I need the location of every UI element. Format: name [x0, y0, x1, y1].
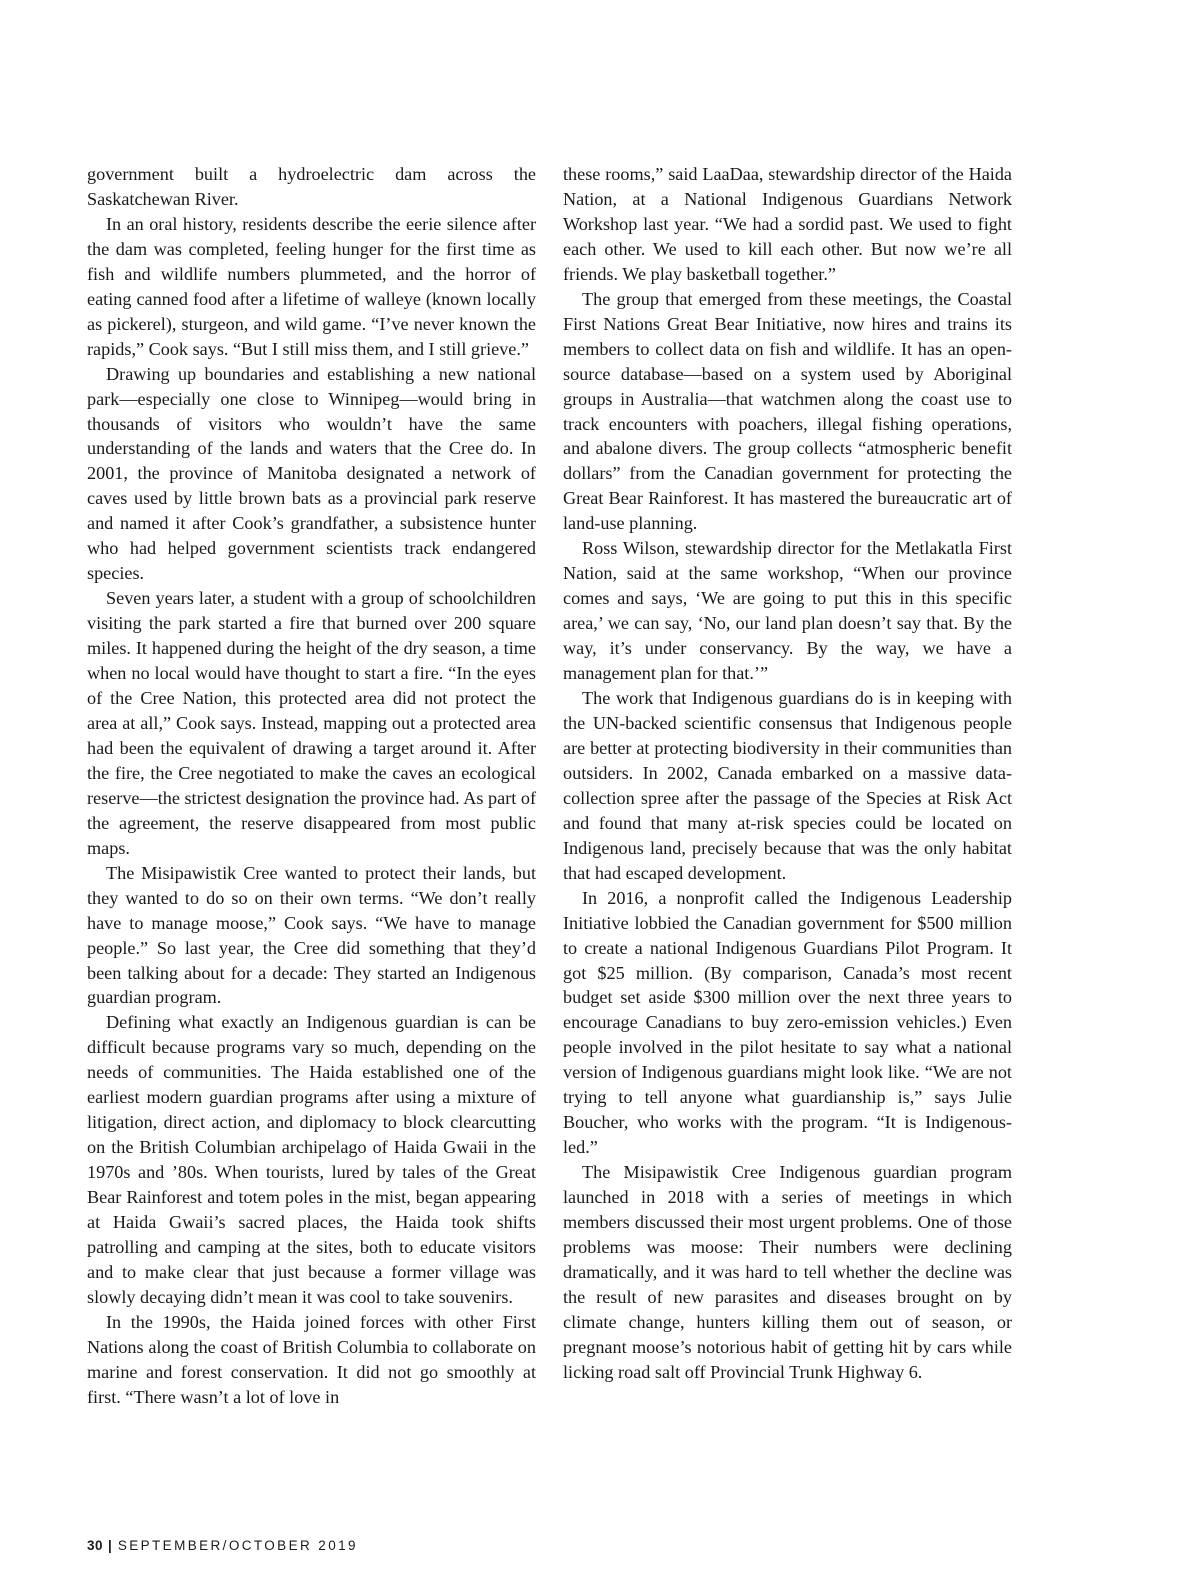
page-footer — [87, 1538, 358, 1553]
paragraph: In the 1990s, the Haida joined forces with other First Nations along the coast of British Columbia to collaborate on marine and forest conservation. It did not go smoothly at first. “There wasn’t a lot of love in — [87, 1311, 536, 1407]
paragraph: In an oral history, residents describe the eerie silence after the dam was completed, feeling hunger for the first time as fish and wildlife numbers plummeted, and the horror of eating canned food after a lifetime of walleye (known locally as pickerel), sturgeon, and wild game. “I’ve never known the rapids,” Cook says. “But I still miss them, and I still grieve.” — [87, 213, 536, 359]
paragraph: these rooms,” said LaaDaa, stewardship director of the Haida Nation, at a National Indigenous Guardians Network Workshop last year. “We had a sordid past. We used to fight each other. We used to kill each other. But now we’re all friends. We play basketball together.” — [563, 164, 1012, 284]
paragraph: The work that Indigenous guardians do is in keeping with the UN-backed scientific consensus that Indigenous people are better at protecting biodiversity in their communities than outsiders. In 2002, Canada embarked on a massive data-collection spree after the passage of the Species at Risk Act and found that many at-risk species could be located on Indigenous land, precisely because that was the only habitat that had escaped development. — [563, 688, 1012, 883]
paragraph: Drawing up boundaries and establishing a new national park—especially one close to Winnipeg—would bring in thousands of visitors who wouldn’t have the same understanding of the lands and waters that the Cree do. In 2001, the province of Manitoba designated a network of caves used by little brown bats as a provincial park reserve and named it after Cook’s grandfather, a subsistence hunter who had helped government scientists track endangered species. — [87, 363, 536, 584]
paragraph: The Misipawistik Cree wanted to protect their lands, but they wanted to do so on their own terms. “We don’t really have to manage moose,” Cook says. “We have to manage people.” So last year, the Cree did something that they’d been talking about for a decade: They started an Indigenous guardian program. — [87, 862, 536, 1008]
paragraph: government built a hydroelectric dam across the Saskatchewan River. — [87, 164, 536, 209]
article-column-right — [563, 162, 1012, 1385]
paragraph: Defining what exactly an Indigenous guardian is can be difficult because programs vary so much, depending on the needs of communities. The Haida established one of the earliest modern guardian programs after using a mixture of litigation, direct action, and diplomacy to block clearcutting on the British Columbian archipelago of Haida Gwaii in the 1970s and ’80s. When tourists, lured by tales of the Great Bear Rainforest and totem poles in the mist, began appearing at Haida Gwaii’s sacred places, the Haida took shifts patrolling and camping at the sites, both to educate visitors and to make clear that just because a former village was slowly decaying didn’t mean it was cool to take souvenirs. — [87, 1012, 536, 1307]
paragraph: The Misipawistik Cree Indigenous guardian program launched in 2018 with a series of meetings in which members discussed their most urgent problems. One of those problems was moose: Their numbers were declining dramatically, and it was hard to tell whether the decline was the result of new parasites and diseases brought on by climate change, hunters killing them out of season, or pregnant moose’s notorious habit of getting hit by cars while licking road salt off Provincial Trunk Highway 6. — [563, 1162, 1012, 1382]
page-number: 30 — [87, 1538, 104, 1553]
issue-date: SEPTEMBER/OCTOBER 2019 — [117, 1538, 358, 1553]
article-column-left — [87, 162, 536, 1410]
paragraph: Ross Wilson, stewardship director for the Metlakatla First Nation, said at the same workshop, “When our province comes and says, ‘We are going to put this in this specific area,’ we can say, ‘No, our land plan doesn’t say that. By the way, it’s under conservancy. By the way, we have a management plan for that.’” — [563, 538, 1012, 684]
footer-separator: | — [108, 1538, 112, 1553]
paragraph: In 2016, a nonprofit called the Indigenous Leadership Initiative lobbied the Canadian government for $500 million to create a national Indigenous Guardians Pilot Program. It got $25 million. (By comparison, Canada’s most recent budget set aside $300 million over the next three years to encourage Canadians to buy zero-emission vehicles.) Even people involved in the pilot hesitate to say what a national version of Indigenous guardians might look like. “We are not trying to tell anyone what guardianship is,” says Julie Boucher, who works with the program. “It is Indigenous-led.” — [563, 887, 1012, 1158]
paragraph: The group that emerged from these meetings, the Coastal First Nations Great Bear Initiative, now hires and trains its members to collect data on fish and wildlife. It has an open-source database—based on a system used by Aboriginal groups in Australia—that watchmen along the coast use to track encounters with poachers, illegal fishing operations, and abalone divers. The group collects “atmospheric benefit dollars” from the Canadian government for protecting the Great Bear Rainforest. It has mastered the bureaucratic art of land-use planning. — [563, 288, 1012, 534]
paragraph: Seven years later, a student with a group of schoolchildren visiting the park started a fire that burned over 200 square miles. It happened during the height of the dry season, a time when no local would have thought to start a fire. “In the eyes of the Cree Nation, this protected area did not protect the area at all,” Cook says. Instead, mapping out a protected area had been the equivalent of drawing a target around it. After the fire, the Cree negotiated to make the caves an ecological reserve—the strictest designation the province had. As part of the agreement, the reserve disappeared from most public maps. — [87, 588, 536, 858]
